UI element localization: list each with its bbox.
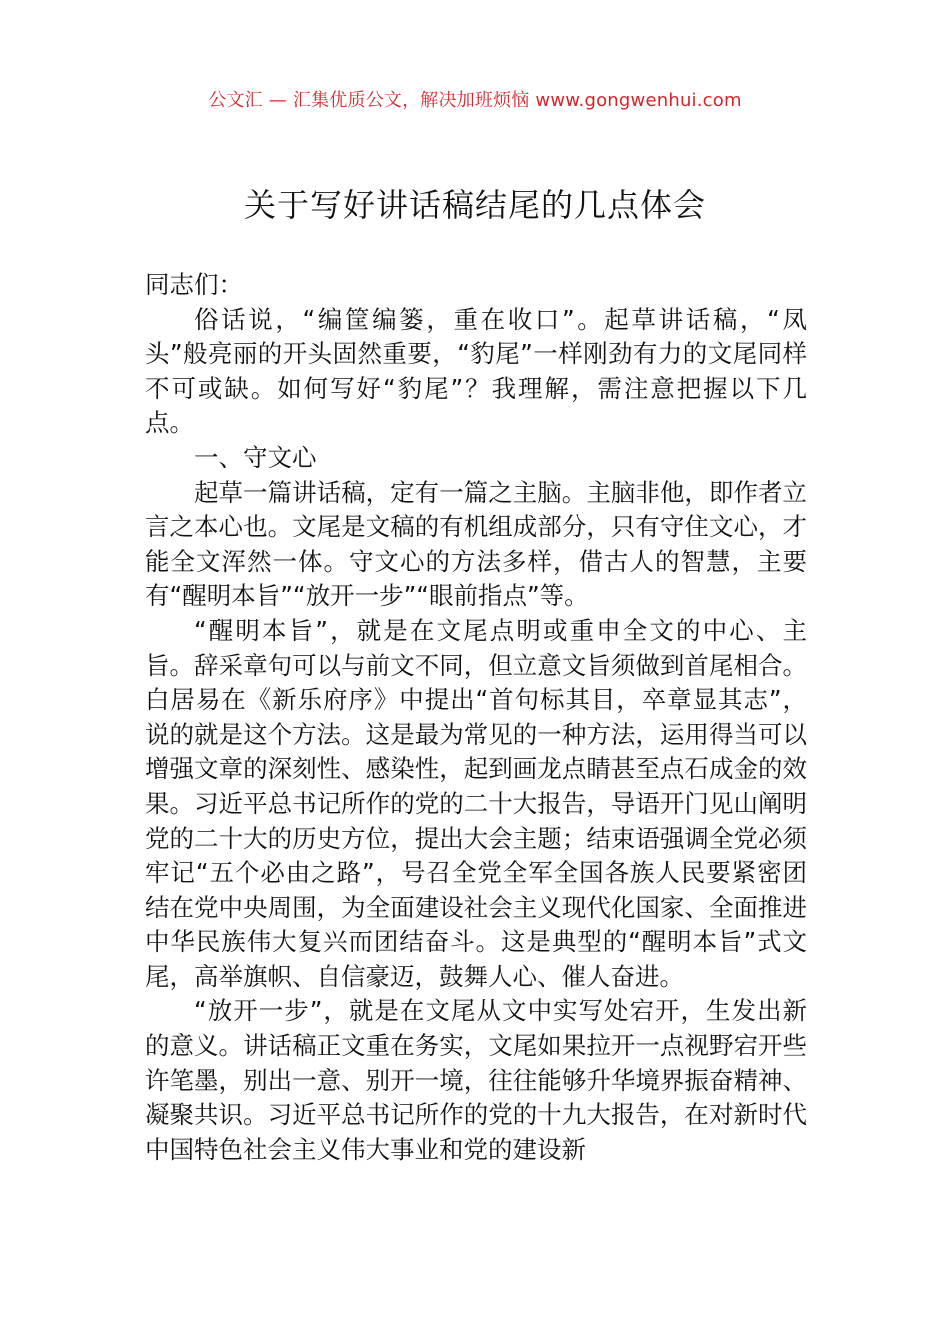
paragraph: “放开一步”，就是在文尾从文中实写处宕开，生发出新的意义。讲话稿正文重在务实，文尾如果拉开一点视野宕开些许笔墨，别出一意、别开一境，往往能够升华境界振奋精神、凝聚共识。习近平总书记所作的党的十九大报告，在对新时代中国特色社会主义伟大事业和党的建设新 (145, 996, 807, 1164)
paragraph-intro: 俗话说，“编筐编篓，重在收口”。起草讲话稿，“凤头”般亮丽的开头固然重要，“豹尾”一样刚劲有力的文尾同样不可或缺。如何写好“豹尾”？我理解，需注意把握以下几点。 (145, 304, 807, 438)
paragraph: “醒明本旨”，就是在文尾点明或重申全文的中心、主旨。辞采章句可以与前文不同，但立意文旨须做到首尾相合。白居易在《新乐府序》中提出“首句标其目，卒章显其志”，说的就是这个方法。这是最为常见的一种方法，运用得当可以增强文章的深刻性、感染性，起到画龙点睛甚至点石成金的效果。习近平总书记所作的党的二十大报告，导语开门见山阐明党的二十大的历史方位，提出大会主题；结束语强调全党必须牢记“五个必由之路”，号召全党全军全国各族人民要紧密团结在党中央周围，为全面建设社会主义现代化国家、全面推进中华民族伟大复兴而团结奋斗。这是典型的“醒明本旨”式文尾，高举旗帜、自信豪迈，鼓舞人心、催人奋进。 (145, 615, 807, 991)
document-title: 关于写好讲话稿结尾的几点体会 (243, 186, 706, 224)
document-body (145, 268, 807, 1167)
site-banner: 公文汇 — 汇集优质公文，解决加班烦恼 www.gongwenhui.com (208, 90, 742, 111)
salutation: 同志们： (145, 270, 243, 299)
section-heading: 一、守文心 (194, 442, 317, 472)
paragraph: 起草一篇讲话稿，定有一篇之主脑。主脑非他，即作者立言之本心也。文尾是文稿的有机组成部分，只有守住文心，才能全文浑然一体。守文心的方法多样，借古人的智慧，主要有“醒明本旨”“放开一步”“眼前指点”等。 (145, 477, 807, 611)
